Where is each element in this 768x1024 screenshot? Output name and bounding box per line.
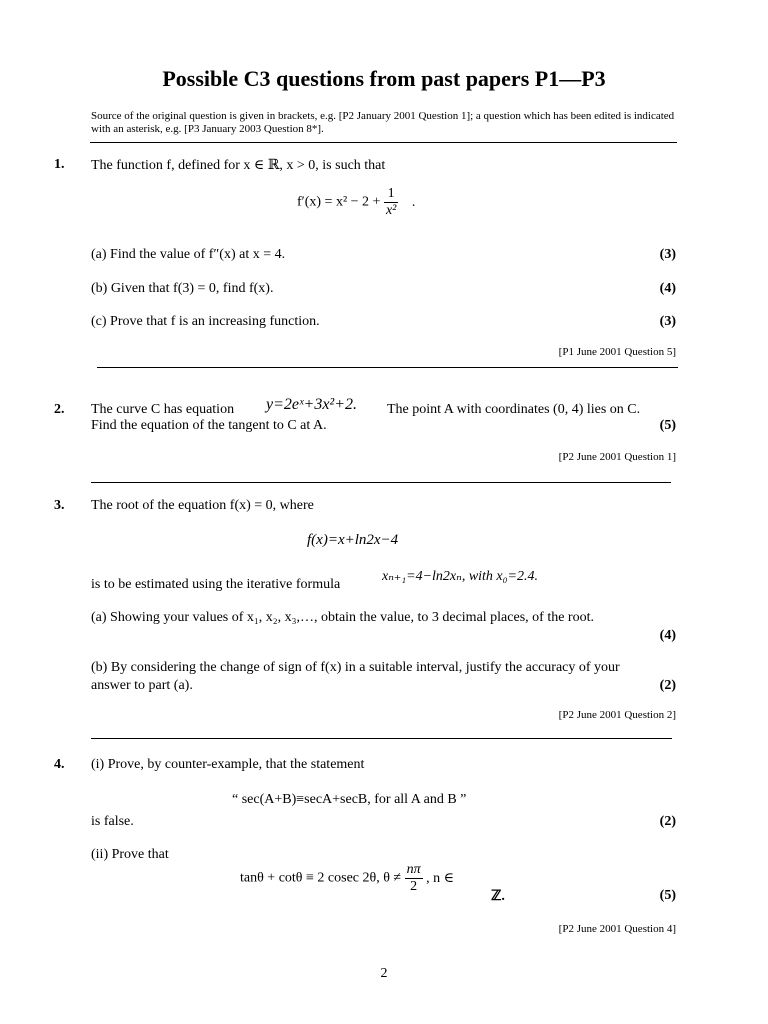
question-3-part-b-marks: (2) (659, 678, 676, 693)
question-4-part-ii-marks: (5) (659, 888, 676, 903)
question-2-equation: y=2eˣ+3x²+2. (266, 396, 358, 413)
question-4-part-ii: (ii) Prove that (91, 847, 169, 862)
question-3-function: f(x)=x+ln2x−4 (307, 532, 399, 548)
question-1-divider (97, 367, 678, 368)
q1-eq-end: . (411, 194, 416, 210)
question-2-reference: [P2 June 2001 Question 1] (558, 451, 676, 463)
question-3-iteration-formula: xₙ₊₁=4−ln2xₙ, with x₀=2.4. (382, 569, 538, 584)
q1-frac-denominator: x² (385, 203, 397, 218)
question-1-intro: The function f, defined for x ∈ ℝ, x > 0, is such that (91, 158, 386, 173)
q4-identity-right: , n ∈ (426, 871, 454, 886)
question-3-part-a-marks: (4) (659, 628, 676, 643)
question-2-point-text: The point A with coordinates (0, 4) lies on C. (387, 402, 641, 417)
question-4-is-false: is false. (91, 814, 134, 829)
q4-identity-fraction (405, 862, 423, 895)
question-4-reference: [P2 June 2001 Question 4] (558, 923, 676, 935)
question-3-iteration-text: is to be estimated using the iterative formula (91, 577, 341, 592)
question-1-part-a: (a) Find the value of f″(x) at x = 4. (91, 247, 286, 262)
question-3-reference: [P2 June 2001 Question 2] (558, 709, 676, 721)
question-3-part-a: (a) Showing your values of x₁, x₂, x₃,…, obtain the value, to 3 decimal places, of the root. (91, 610, 594, 625)
question-4-part-i: (i) Prove, by counter-example, that the statement (91, 757, 365, 772)
question-1-part-c-marks: (3) (659, 314, 676, 329)
question-1-equation (297, 186, 415, 219)
q1-eq-lhs: f′(x) = x² − 2 + (297, 194, 381, 210)
question-4-number: 4. (54, 757, 65, 772)
question-4-statement: “ sec(A+B)≡secA+secB, for all A and B ” (232, 792, 467, 807)
page-title: Possible C3 questions from past papers P1—P3 (162, 66, 606, 91)
question-1-part-a-marks: (3) (659, 247, 676, 262)
question-2-task: Find the equation of the tangent to C at A. (91, 418, 327, 433)
source-note: Source of the original question is given in brackets, e.g. [P2 January 2001 Question 1]; a question which has been edited is indicated with an asterisk, e.g. [P3 January 2003 Question 8*]. (91, 110, 675, 135)
question-3-divider (91, 738, 672, 739)
question-2-divider (91, 482, 671, 483)
question-3-number: 3. (54, 498, 65, 513)
question-2-number: 2. (54, 402, 65, 417)
question-1-part-b-marks: (4) (659, 281, 676, 296)
q4-frac-numerator: nπ (406, 862, 421, 877)
question-1-part-b: (b) Given that f(3) = 0, find f(x). (91, 281, 274, 296)
question-3-part-b: (b) By considering the change of sign of f(x) in a suitable interval, justify the accuracy of your (91, 660, 620, 675)
q1-frac-numerator: 1 (384, 186, 398, 203)
question-1-reference: [P1 June 2001 Question 5] (558, 346, 676, 358)
question-3-part-b-cont: answer to part (a). (91, 678, 193, 693)
q1-eq-fraction (384, 186, 398, 219)
question-4-identity (240, 862, 454, 895)
question-3-intro: The root of the equation f(x) = 0, where (91, 498, 314, 513)
q4-frac-denominator: 2 (410, 879, 418, 894)
q4-identity-left: tanθ + cotθ ≡ 2 cosec 2θ, θ ≠ (240, 870, 402, 886)
page-number: 2 (380, 966, 388, 981)
header-divider (90, 142, 677, 143)
question-4-integer-set: ℤ. (491, 889, 505, 904)
question-2-marks: (5) (659, 418, 676, 433)
question-1-part-c: (c) Prove that f is an increasing function. (91, 314, 320, 329)
question-1-number: 1. (54, 157, 65, 172)
question-2-text: The curve C has equation (91, 402, 235, 417)
question-4-part-i-marks: (2) (659, 814, 676, 829)
